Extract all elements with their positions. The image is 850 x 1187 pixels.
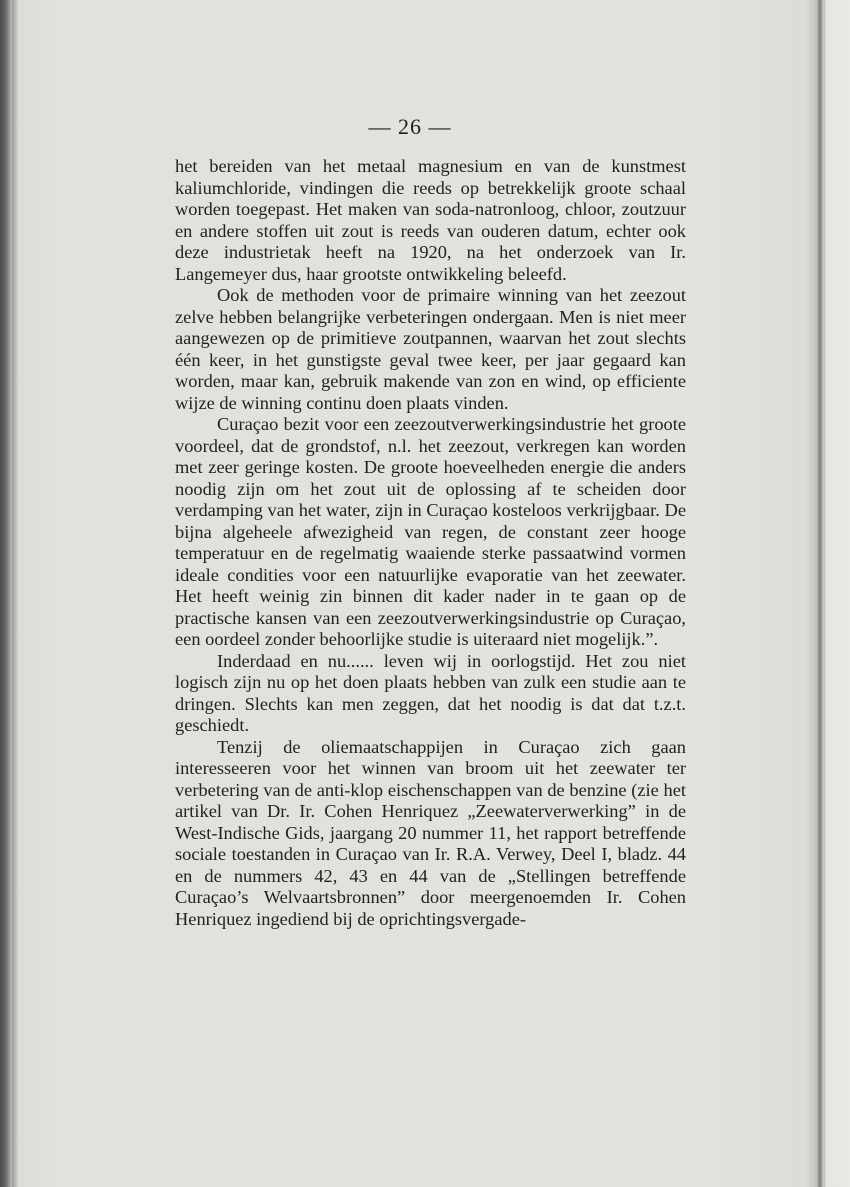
page-number: — 26 — [368,114,452,139]
page-edge-left [12,0,18,1187]
body-text [175,156,686,930]
paragraph: Inderdaad en nu...... leven wij in oorlogstijd. Het zou niet logisch zijn nu op het doen plaats hebben van zulk een studie aan te dringen. Slechts kan men zeggen, dat het noodig is dat dat t.z.t. geschiedt. [175,650,686,735]
paragraph: Tenzij de oliemaatschappijen in Curaçao zich gaan interesseeren voor het winnen van broom uit het zeewater ter verbetering van de anti-klop eischenschappen van de benzine (zie het artikel van Dr. Ir. Cohen Henriquez „Zeewaterverwerking” in de West-Indische Gids, jaargang 20 nummer 11, het rapport betreffende sociale toestanden in Curaçao van Ir. R.A. Verwey, Deel I, bladz. 44 en de nummers 42, 43 en 44 van de „Stellingen betreffende Curaçao’s Welvaartsbronnen” door meergenoemden Ir. Cohen Henriquez ingediend bij de oprichtingsvergade- [175,736,686,929]
paragraph: Ook de methoden voor de primaire winning van het zeezout zelve hebben belangrijke verbeteringen ondergaan. Men is niet meer aangewezen op de primitieve zoutpannen, waarvan het zout slechts één keer, in het gunstigste geval twee keer, per jaar gegaard kan worden, maar kan, gebruik makende van zon en wind, op efficiente wijze de winning continu doen plaats vinden. [175,285,686,413]
paragraph: het bereiden van het metaal magnesium en van de kunstmest kaliumchloride, vindingen die reeds op betrekkelijk groote schaal worden toegepast. Het maken van soda-natronloog, chloor, zoutzuur en andere stoffen uit zout is reeds van ouderen datum, echter ook deze industrietak heeft na 1920, na het onderzoek van Ir. Langemeyer dus, haar grootste ontwikkeling beleefd. [175,156,686,284]
paragraph: Curaçao bezit voor een zeezoutverwerkingsindustrie het groote voordeel, dat de grondstof, n.l. het zeezout, verkregen kan worden met zeer geringe kosten. De groote hoeveelheden energie die anders noodig zijn om het zout uit de oplossing af te scheiden door verdamping van het water, zijn in Curaçao kosteloos verkrijgbaar. De bijna algeheele afwezigheid van regen, de constant zeer hooge temperatuur en de regelmatig waaiende sterke passaatwind vormen ideale condities voor een natuurlijke evaporatie van het zeewater. Het heeft weinig zin binnen dit kader nader in te gaan op de practische kansen van een zeezoutverwerkingsindustrie op Curaçao, een oordeel zonder behoorlijke studie is uiteraard niet mogelijk.”. [175,414,686,649]
page-edge-right [816,0,824,1187]
